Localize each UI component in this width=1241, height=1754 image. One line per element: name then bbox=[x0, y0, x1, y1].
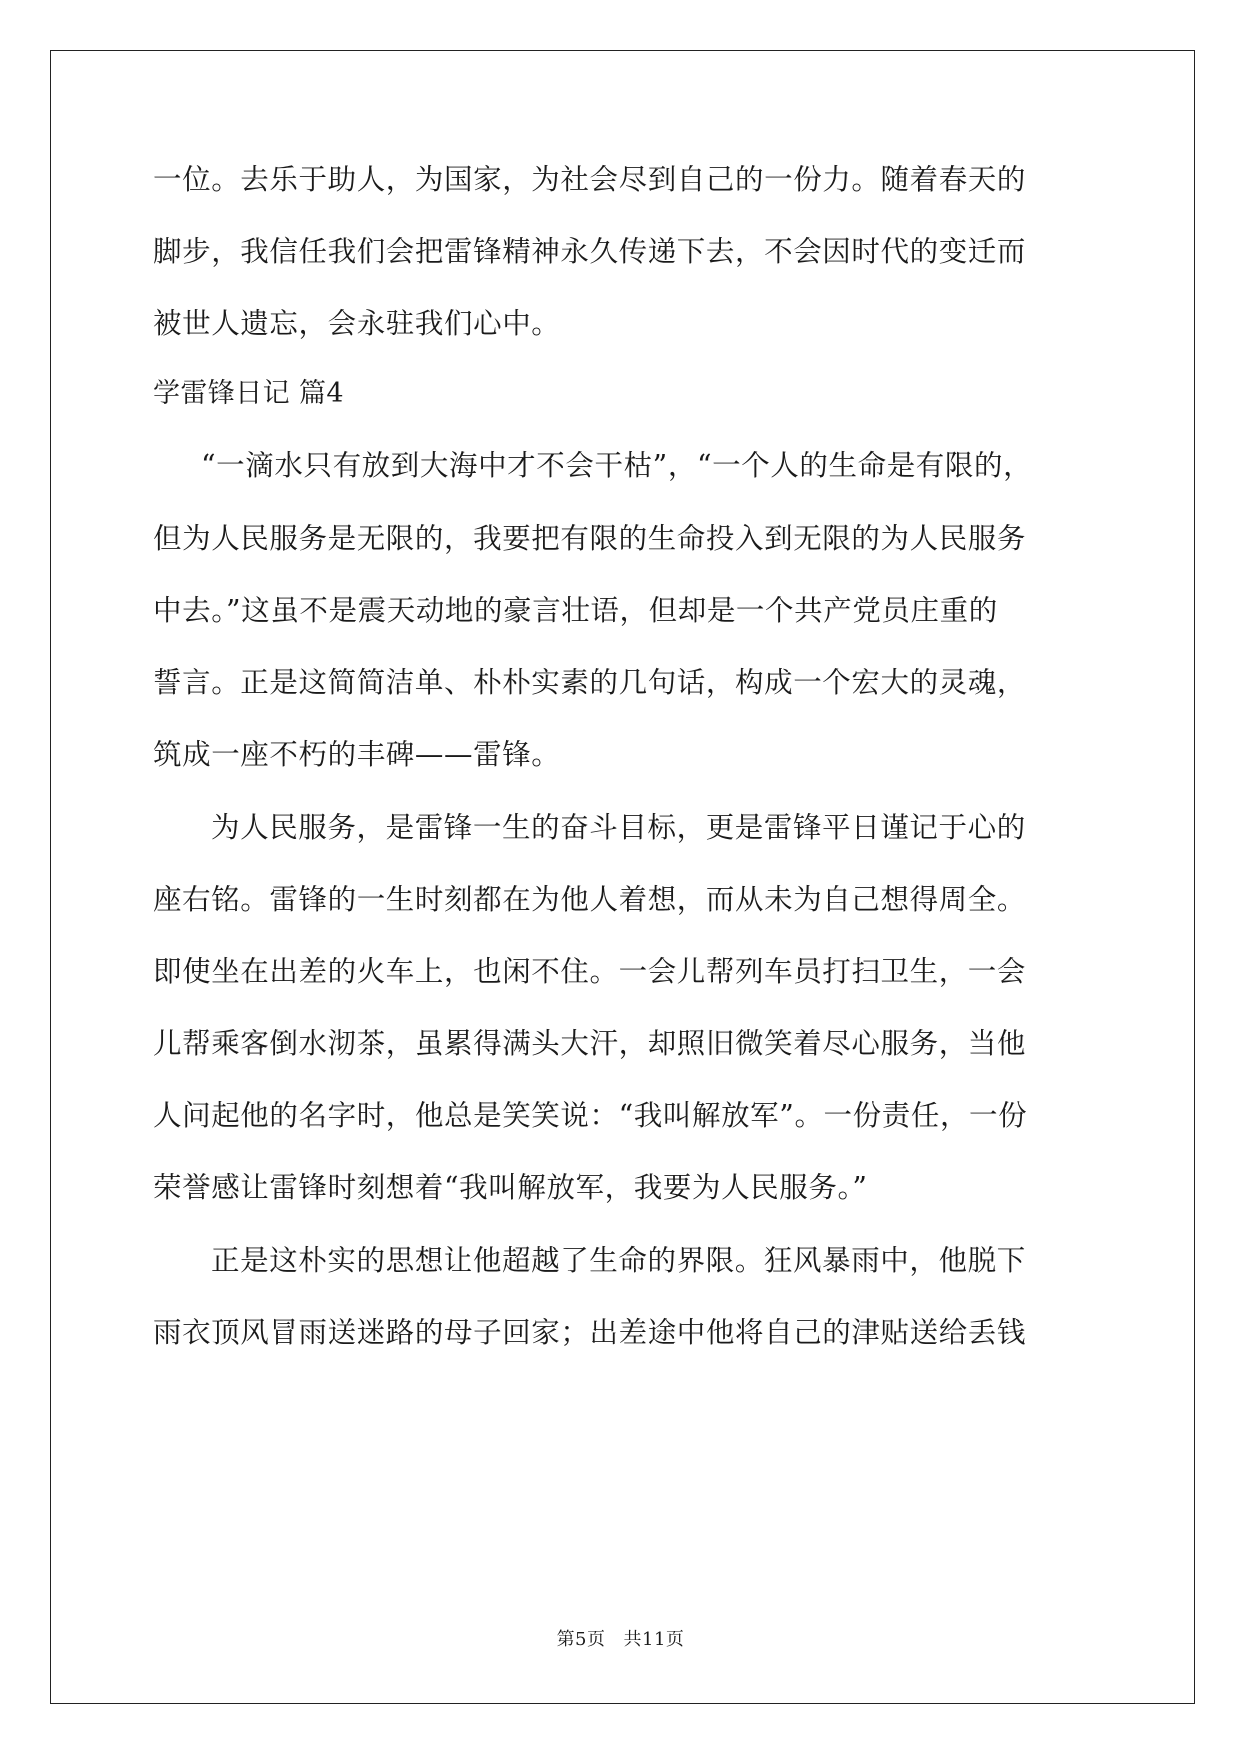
text-line: 人问起他的名字时，他总是笑笑说：“我叫解放军”。一份责任，一份 bbox=[153, 1099, 1028, 1132]
text-line: 荣誉感让雷锋时刻想着“我叫解放军，我要为人民服务。” bbox=[153, 1171, 868, 1204]
text-line: 誓言。正是这简简洁单、朴朴实素的几句话，构成一个宏大的灵魂， bbox=[153, 666, 1027, 699]
section-heading: 学雷锋日记 篇4 bbox=[153, 378, 344, 409]
text-line: 座右铭。雷锋的一生时刻都在为他人着想，而从未为自己想得周全。 bbox=[153, 883, 1027, 916]
text-line: 儿帮乘客倒水沏茶，虽累得满头大汗，却照旧微笑着尽心服务，当他 bbox=[153, 1027, 1027, 1060]
page-border bbox=[50, 50, 1195, 1704]
text-line: 为人民服务，是雷锋一生的奋斗目标，更是雷锋平日谨记于心的 bbox=[211, 811, 1026, 844]
text-line: 被世人遗忘，会永驻我们心中。 bbox=[153, 307, 561, 340]
text-line: 中去。”这虽不是震天动地的豪言壮语，但却是一个共产党员庄重的 bbox=[153, 594, 998, 627]
page-number: 第5页 bbox=[556, 1629, 606, 1650]
text-line: 正是这朴实的思想让他超越了生命的界限。狂风暴雨中，他脱下 bbox=[211, 1244, 1026, 1277]
text-line: 脚步，我信任我们会把雷锋精神永久传递下去，不会因时代的变迁而 bbox=[153, 235, 1027, 268]
page-footer bbox=[0, 1628, 1241, 1652]
text-line: 即使坐在出差的火车上，也闲不住。一会儿帮列车员打扫卫生，一会 bbox=[153, 955, 1027, 988]
page-total: 共11页 bbox=[623, 1629, 685, 1650]
text-line: 一位。去乐于助人，为国家，为社会尽到自己的一份力。随着春天的 bbox=[153, 163, 1027, 196]
text-line: “一滴水只有放到大海中才不会干枯”，“一个人的生命是有限的， bbox=[201, 449, 1033, 482]
text-line: 但为人民服务是无限的，我要把有限的生命投入到无限的为人民服务 bbox=[153, 522, 1027, 555]
text-line: 筑成一座不朽的丰碑——雷锋。 bbox=[153, 738, 561, 771]
text-line: 雨衣顶风冒雨送迷路的母子回家；出差途中他将自己的津贴送给丢钱 bbox=[153, 1316, 1027, 1349]
